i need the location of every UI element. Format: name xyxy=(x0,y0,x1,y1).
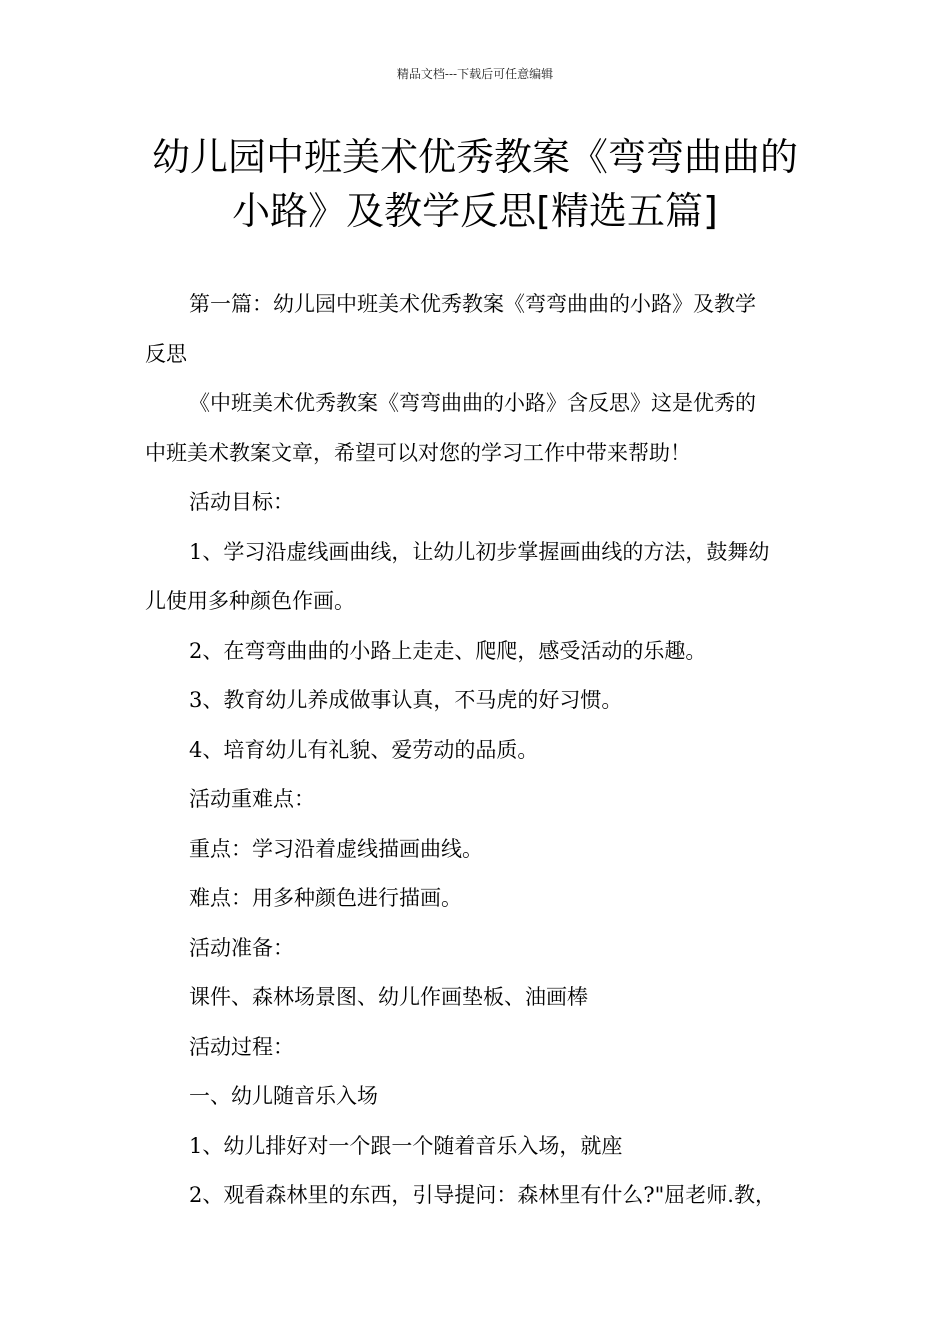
paragraph-line: 一、幼儿随音乐入场 xyxy=(189,1084,378,1108)
paragraph-line: 活动过程： xyxy=(189,1034,294,1059)
paragraph-line: 1、学习沿虚线画曲线，让幼儿初步掌握画曲线的方法，鼓舞幼 xyxy=(189,539,770,564)
paragraph-line: 活动目标： xyxy=(189,490,294,514)
paragraph-line: 1、幼儿排好对一个跟一个随着音乐入场，就座 xyxy=(189,1133,623,1158)
paragraph-line: 重点：学习沿着虚线描画曲线。 xyxy=(189,836,483,861)
paragraph-line: 难点：用多种颜色进行描画。 xyxy=(189,886,462,910)
title-line-2: 小路》及教学反思[精选五篇] xyxy=(232,189,718,233)
paragraph-line: 2、在弯弯曲曲的小路上走走、爬爬，感受活动的乐趣。 xyxy=(189,638,707,663)
paragraph-line: 3、教育幼儿养成做事认真，不马虎的好习惯。 xyxy=(189,688,623,712)
paragraph-line: 课件、森林场景图、幼儿作画垫板、油画棒 xyxy=(189,985,588,1009)
paragraph-line: 中班美术教案文章，希望可以对您的学习工作中带来帮助！ xyxy=(145,440,691,465)
paragraph-line: 活动准备： xyxy=(189,935,294,960)
title-line-1: 幼儿园中班美术优秀教案《弯弯曲曲的 xyxy=(151,135,798,179)
paragraph-line: 反思 xyxy=(145,341,187,366)
document-body xyxy=(145,280,810,1221)
document-title xyxy=(110,130,840,238)
paragraph-line: 活动重难点： xyxy=(189,787,315,811)
header-note: 精品文档---下载后可任意编辑 xyxy=(396,67,554,81)
paragraph-line: 第一篇：幼儿园中班美术优秀教案《弯弯曲曲的小路》及教学 xyxy=(189,292,756,316)
paragraph-line: 《中班美术优秀教案《弯弯曲曲的小路》含反思》这是优秀的 xyxy=(189,391,756,415)
paragraph-line: 儿使用多种颜色作画。 xyxy=(145,589,355,613)
paragraph-line: 2、观看森林里的东西，引导提问：森林里有什么?"屈老师.教， xyxy=(189,1183,776,1207)
paragraph-line: 4、培育幼儿有礼貌、爱劳动的品质。 xyxy=(189,737,539,762)
